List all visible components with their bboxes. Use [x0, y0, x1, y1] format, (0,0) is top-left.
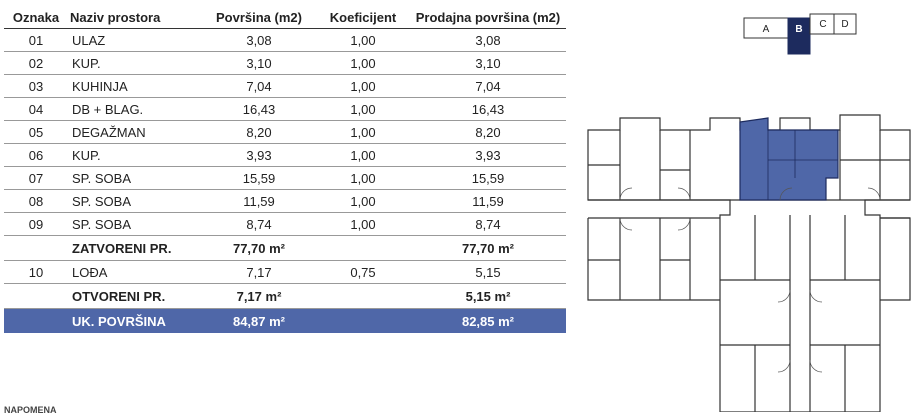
- cell-coef: 1,00: [316, 29, 410, 52]
- cell-coef: 0,75: [316, 261, 410, 284]
- header-prodajna: Prodajna površina (m2): [410, 6, 566, 29]
- section-label-c: C: [819, 19, 827, 30]
- cell-area: 8,20: [202, 121, 316, 144]
- cell-id: 08: [4, 190, 68, 213]
- note-label: NAPOMENA: [4, 405, 57, 415]
- cell-sale: 11,59: [410, 190, 566, 213]
- cell-name: UK. POVRŠINA: [68, 309, 202, 334]
- cell-name: KUP.: [68, 144, 202, 167]
- cell-name: SP. SOBA: [68, 213, 202, 236]
- closed-summary-row: [4, 236, 566, 261]
- table-row: [4, 190, 566, 213]
- cell-name: DEGAŽMAN: [68, 121, 202, 144]
- cell-name: ZATVORENI PR.: [68, 236, 202, 261]
- cell-name: KUP.: [68, 52, 202, 75]
- table-row: [4, 167, 566, 190]
- cell-empty: [4, 309, 68, 334]
- table-row: [4, 121, 566, 144]
- header-koeficijent: Koeficijent: [316, 6, 410, 29]
- cell-area: 7,17 m²: [202, 284, 316, 309]
- table-row: [4, 144, 566, 167]
- header-naziv: Naziv prostora: [68, 6, 202, 29]
- cell-id: 04: [4, 98, 68, 121]
- cell-coef: 1,00: [316, 190, 410, 213]
- section-label-b: B: [795, 24, 803, 35]
- cell-empty: [4, 236, 68, 261]
- cell-name: KUHINJA: [68, 75, 202, 98]
- cell-area: 7,04: [202, 75, 316, 98]
- cell-id: 01: [4, 29, 68, 52]
- cell-sale: 5,15 m²: [410, 284, 566, 309]
- cell-coef: 1,00: [316, 98, 410, 121]
- header-povrsina: Površina (m2): [202, 6, 316, 29]
- cell-coef: 1,00: [316, 52, 410, 75]
- cell-id: 07: [4, 167, 68, 190]
- section-label-d: D: [841, 19, 849, 30]
- cell-area: 11,59: [202, 190, 316, 213]
- loggia-row: [4, 261, 566, 284]
- cell-sale: 3,08: [410, 29, 566, 52]
- cell-name: DB + BLAG.: [68, 98, 202, 121]
- note: [4, 405, 57, 415]
- cell-area: 16,43: [202, 98, 316, 121]
- cell-area: 7,17: [202, 261, 316, 284]
- cell-coef: 1,00: [316, 144, 410, 167]
- table-row: [4, 213, 566, 236]
- cell-area: 3,93: [202, 144, 316, 167]
- area-table: [4, 6, 566, 333]
- cell-sale: 16,43: [410, 98, 566, 121]
- cell-sale: 7,04: [410, 75, 566, 98]
- cell-name: SP. SOBA: [68, 167, 202, 190]
- cell-area: 3,10: [202, 52, 316, 75]
- cell-area: 84,87 m²: [202, 309, 316, 334]
- key-plan: [742, 10, 872, 60]
- cell-name: ULAZ: [68, 29, 202, 52]
- cell-sale: 8,20: [410, 121, 566, 144]
- floor-plan: [580, 100, 916, 412]
- cell-name: LOĐA: [68, 261, 202, 284]
- cell-id: 09: [4, 213, 68, 236]
- cell-name: OTVORENI PR.: [68, 284, 202, 309]
- section-label-a: A: [762, 24, 770, 35]
- table-row: [4, 98, 566, 121]
- cell-sale: 8,74: [410, 213, 566, 236]
- open-summary-row: [4, 284, 566, 309]
- cell-id: 05: [4, 121, 68, 144]
- cell-sale: 5,15: [410, 261, 566, 284]
- cell-empty: [4, 284, 68, 309]
- table-row: [4, 75, 566, 98]
- table-header-row: [4, 6, 566, 29]
- cell-empty: [316, 236, 410, 261]
- cell-coef: 1,00: [316, 167, 410, 190]
- cell-id: 10: [4, 261, 68, 284]
- cell-name: SP. SOBA: [68, 190, 202, 213]
- cell-coef: 1,00: [316, 75, 410, 98]
- highlighted-apartment: [740, 118, 838, 200]
- total-row: [4, 309, 566, 334]
- cell-sale: 3,93: [410, 144, 566, 167]
- cell-area: 77,70 m²: [202, 236, 316, 261]
- cell-area: 15,59: [202, 167, 316, 190]
- cell-coef: 1,00: [316, 213, 410, 236]
- cell-coef: 1,00: [316, 121, 410, 144]
- cell-id: 06: [4, 144, 68, 167]
- cell-empty: [316, 284, 410, 309]
- cell-sale: 77,70 m²: [410, 236, 566, 261]
- table-row: [4, 52, 566, 75]
- cell-id: 02: [4, 52, 68, 75]
- cell-area: 3,08: [202, 29, 316, 52]
- cell-empty: [316, 309, 410, 334]
- table-row: [4, 29, 566, 52]
- cell-area: 8,74: [202, 213, 316, 236]
- cell-sale: 15,59: [410, 167, 566, 190]
- header-oznaka: Oznaka: [4, 6, 68, 29]
- cell-id: 03: [4, 75, 68, 98]
- area-table-container: [4, 6, 566, 333]
- cell-sale: 3,10: [410, 52, 566, 75]
- cell-sale: 82,85 m²: [410, 309, 566, 334]
